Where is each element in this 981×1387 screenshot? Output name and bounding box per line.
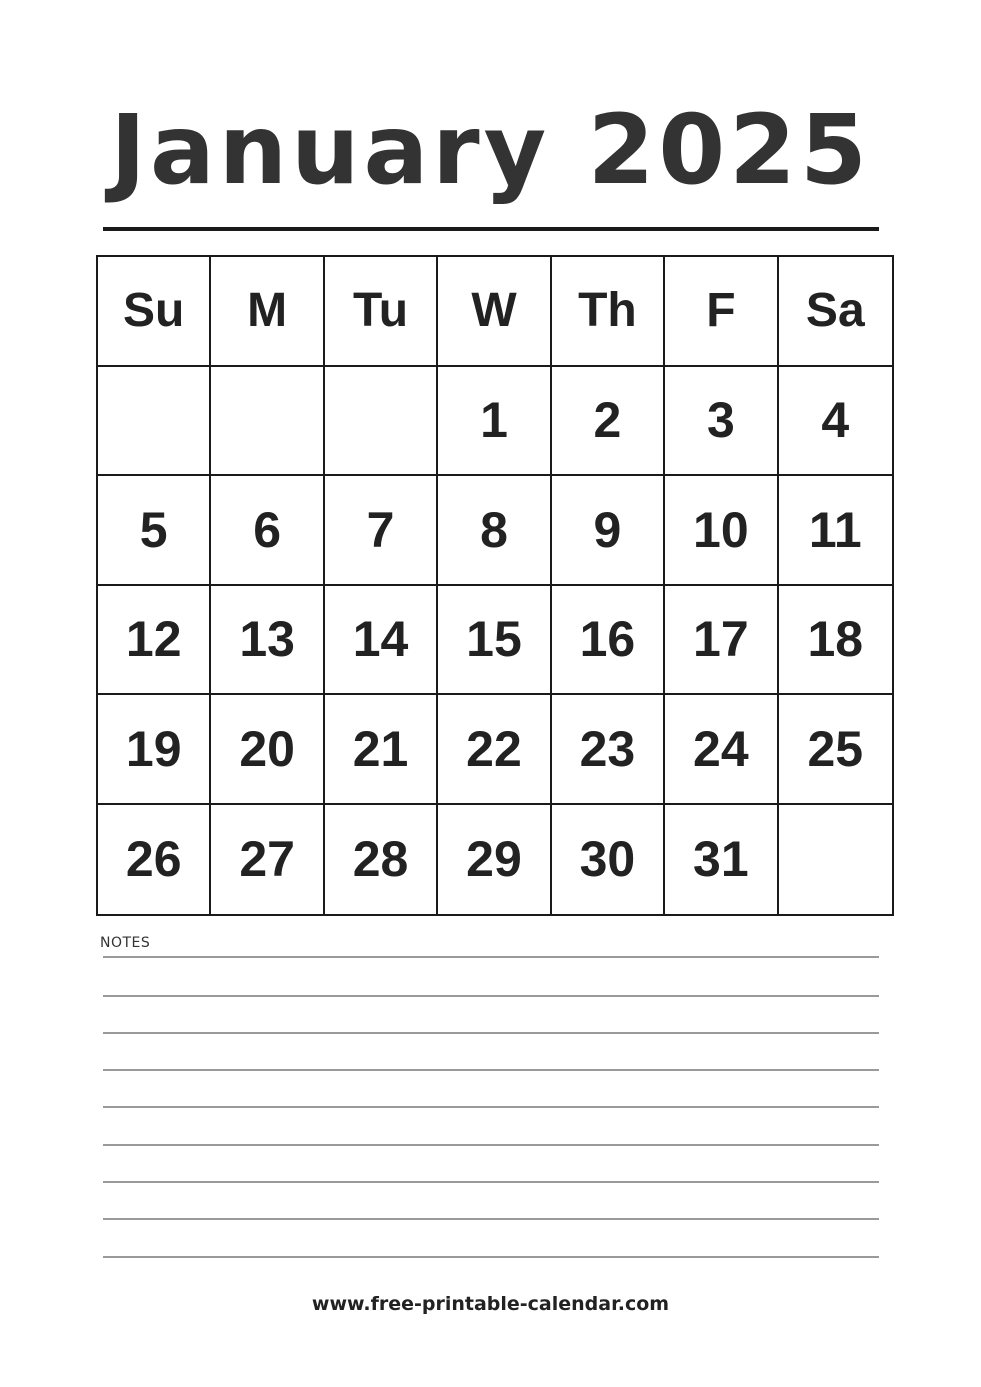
calendar-grid	[96, 255, 894, 916]
calendar-title: January 2025	[110, 94, 871, 206]
weekday-header-fri: F	[665, 257, 778, 367]
title-underline	[103, 227, 879, 231]
day-cell: 5	[98, 476, 211, 586]
day-cell: 8	[438, 476, 551, 586]
note-line	[103, 1106, 879, 1108]
note-line	[103, 1256, 879, 1258]
day-cell: 15	[438, 586, 551, 696]
day-cell: 20	[211, 695, 324, 805]
day-cell: 27	[211, 805, 324, 915]
day-cell: 6	[211, 476, 324, 586]
day-cell: 22	[438, 695, 551, 805]
day-cell	[325, 367, 438, 477]
day-cell: 29	[438, 805, 551, 915]
day-cell: 9	[552, 476, 665, 586]
weekday-header-sat: Sa	[779, 257, 892, 367]
day-cell: 31	[665, 805, 778, 915]
notes-label: NOTES	[100, 935, 151, 951]
day-cell: 13	[211, 586, 324, 696]
day-cell	[211, 367, 324, 477]
day-cell: 26	[98, 805, 211, 915]
day-cell: 1	[438, 367, 551, 477]
note-line	[103, 1069, 879, 1071]
day-cell: 2	[552, 367, 665, 477]
day-cell: 17	[665, 586, 778, 696]
day-cell: 21	[325, 695, 438, 805]
note-line	[103, 1144, 879, 1146]
day-cell: 3	[665, 367, 778, 477]
note-line	[103, 995, 879, 997]
weekday-header-wed: W	[438, 257, 551, 367]
day-cell: 12	[98, 586, 211, 696]
day-cell: 19	[98, 695, 211, 805]
weekday-header-thu: Th	[552, 257, 665, 367]
day-cell: 11	[779, 476, 892, 586]
note-line	[103, 956, 879, 958]
weekday-header-sun: Su	[98, 257, 211, 367]
day-cell: 18	[779, 586, 892, 696]
note-line	[103, 1218, 879, 1220]
day-cell: 25	[779, 695, 892, 805]
day-cell: 16	[552, 586, 665, 696]
day-cell: 23	[552, 695, 665, 805]
weekday-header-tue: Tu	[325, 257, 438, 367]
footer-url: www.free-printable-calendar.com	[311, 1293, 670, 1315]
day-cell: 10	[665, 476, 778, 586]
day-cell: 28	[325, 805, 438, 915]
note-line	[103, 1032, 879, 1034]
day-cell: 24	[665, 695, 778, 805]
day-cell: 4	[779, 367, 892, 477]
weekday-header-mon: M	[211, 257, 324, 367]
day-cell: 14	[325, 586, 438, 696]
day-cell	[98, 367, 211, 477]
day-cell	[779, 805, 892, 915]
day-cell: 7	[325, 476, 438, 586]
note-line	[103, 1181, 879, 1183]
day-cell: 30	[552, 805, 665, 915]
